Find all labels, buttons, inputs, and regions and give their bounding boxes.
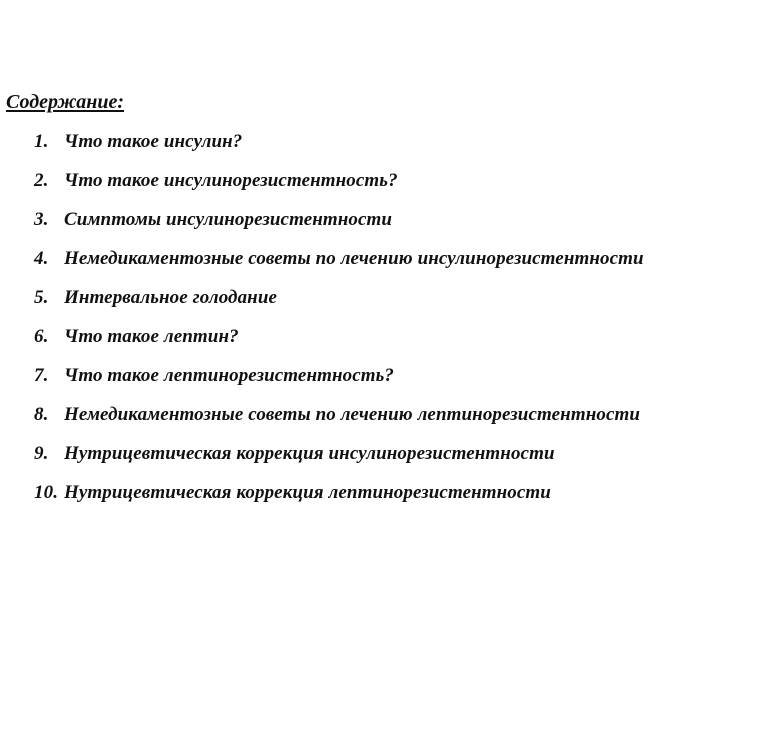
toc-item-text: Интервальное голодание (64, 287, 278, 308)
toc-item-text: Немедикаментозные советы по лечению инсулинорезистентности (64, 248, 644, 269)
toc-item-text: Нутрицевтическая коррекция инсулинорезистентности (64, 443, 555, 464)
toc-item-number: 1. (34, 131, 49, 152)
toc-heading: Содержание: (6, 91, 125, 113)
toc-item-text: Что такое лептин? (64, 326, 239, 347)
toc-item-text: Симптомы инсулинорезистентности (64, 209, 393, 230)
toc-item-1 (34, 131, 644, 170)
toc-item-number: 4. (34, 248, 49, 269)
toc-item-text: Немедикаментозные советы по лечению лептинорезистентности (64, 404, 641, 425)
toc-item-number: 5. (34, 287, 49, 308)
toc-item-10 (34, 482, 644, 521)
toc-item-3 (34, 209, 644, 248)
toc-item-text: Что такое инсулин? (64, 131, 243, 152)
toc-item-text: Что такое инсулинорезистентность? (64, 170, 398, 191)
toc-item-number: 9. (34, 443, 49, 464)
toc-item-text: Что такое лептинорезистентность? (64, 365, 395, 386)
toc-item-5 (34, 287, 644, 326)
toc-item-8 (34, 404, 644, 443)
toc-item-number: 2. (34, 170, 49, 191)
toc-list (34, 131, 644, 521)
toc-item-7 (34, 365, 644, 404)
toc-item-6 (34, 326, 644, 365)
toc-item-number: 10. (34, 482, 59, 503)
toc-item-2 (34, 170, 644, 209)
toc-item-4 (34, 248, 644, 287)
toc-item-9 (34, 443, 644, 482)
toc-item-number: 8. (34, 404, 49, 425)
toc-item-number: 6. (34, 326, 49, 347)
toc-item-text: Нутрицевтическая коррекция лептинорезистентности (64, 482, 551, 503)
toc-item-number: 7. (34, 365, 49, 386)
toc-item-number: 3. (34, 209, 49, 230)
